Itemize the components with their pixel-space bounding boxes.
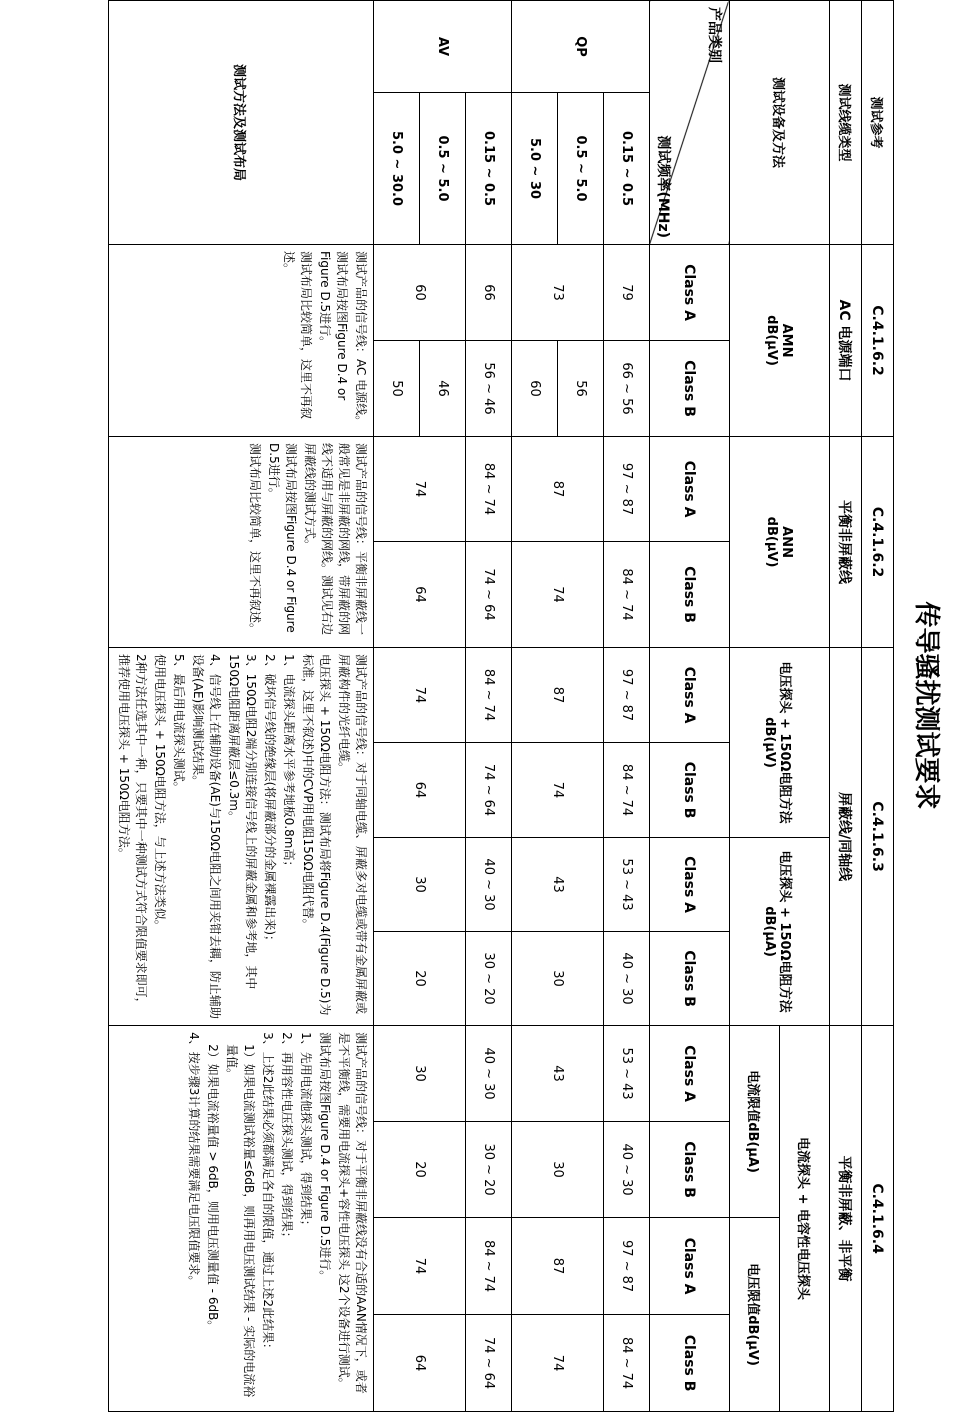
layout-shield (109, 648, 374, 1026)
product-category-label: 产品类别 (706, 7, 722, 63)
cable-bal: 平衡非屏蔽线 (830, 437, 862, 648)
equip-unbal-current-limit: 电流限值dB(μA) (730, 1026, 780, 1218)
limit-cell: 74 (374, 648, 466, 743)
limit-cell: 56 (558, 341, 604, 437)
layout-shield-text: 测试产品的信号线：对于同轴电缆、屏蔽多对电缆或带有金属屏蔽或屏蔽构件的光纤电缆。 (337, 654, 368, 1015)
limit-cell: 74 (512, 1315, 604, 1412)
limit-cell: 40 ~ 30 (466, 838, 512, 932)
limit-cell: 74 ~ 64 (466, 542, 512, 648)
class-header: Class A (650, 437, 730, 542)
layout-bal-text: 测试产品的信号线：平衡非屏蔽线一般常见是非屏蔽的网线，带屏蔽的网线不适用与屏蔽的网线。测试见右边屏蔽线的测试方式。 (303, 443, 368, 636)
layout-shield-text: 2种方法任选其中一种，只要其中一种测试方式符合限值要求即可，推荐使用电压探头 + 150Ω电阻方法。 (117, 654, 148, 1010)
layout-bal-text: 测试布局比较简单，这里不再叙述。 (248, 443, 262, 636)
layout-unbal-text: 1、先用电流他探头测试，得到结果； (299, 1032, 313, 1232)
limit-cell: 20 (374, 932, 466, 1026)
row-label-equip: 测试设备及方法 (730, 1, 830, 245)
ref-shield: C.4.1.6.3 (862, 648, 894, 1026)
layout-ac-text: 测试布局比较简单，这里不再叙述。 (282, 251, 313, 420)
limit-cell: 97 ~ 87 (604, 437, 650, 542)
limit-cell: 84 ~ 74 (466, 437, 512, 542)
limit-cell: 53 ~ 43 (604, 1026, 650, 1122)
freq-range: 5.0 ~ 30.0 (374, 93, 420, 245)
equip-bal-ann: ANN dB(μV) (730, 437, 830, 648)
layout-shield-text: 5、最后用电流探头测试。 (172, 654, 186, 794)
layout-unbal-text: 2、再用容性电压探头测试，得到结果； (280, 1032, 294, 1244)
limit-cell: 66 ~ 56 (604, 341, 650, 437)
layout-unbal-text: 测试布局按图Figure D.4 or Figure D.5进行。 (318, 1032, 332, 1283)
limit-cell: 84 ~ 74 (604, 743, 650, 838)
ref-bal: C.4.1.6.2 (862, 437, 894, 648)
layout-ac-text: 测试产品的信号线：AC 电源线。 (354, 251, 368, 428)
freq-range: 0.15 ~ 0.5 (466, 93, 512, 245)
limit-cell: 60 (374, 245, 466, 341)
limit-cell: 74 ~ 64 (466, 743, 512, 838)
limit-cell: 30 ~ 20 (466, 932, 512, 1026)
limit-cell: 64 (374, 542, 466, 648)
limit-cell: 84 ~ 74 (604, 542, 650, 648)
layout-unbal-text: 3、上述2此结果必须都满足各自的限值，通过上述2此结果： (261, 1032, 275, 1355)
layout-unbal-text: 4、按步骤3计算的结果需要满足电压限值要求。 (187, 1032, 201, 1288)
layout-unbal-text: 2）如果电流裕量值 > 6dB，则用电压测量值 - 6dB。 (206, 1044, 220, 1333)
cable-shield: 屏蔽线/同轴线 (830, 648, 862, 1026)
limit-cell: 87 (512, 1218, 604, 1315)
layout-ac (109, 245, 374, 437)
freq-range: 5.0 ~ 30 (512, 93, 558, 245)
class-header: Class A (650, 1026, 730, 1122)
limit-cell: 74 (512, 743, 604, 838)
class-header: Class B (650, 542, 730, 648)
equip-shield-current: 电压探头 + 150Ω电阻方法 dB(μA) (730, 838, 830, 1026)
class-header: Class B (650, 1315, 730, 1412)
limit-cell: 40 ~ 30 (466, 1026, 512, 1122)
limit-cell: 74 (512, 542, 604, 648)
limit-cell: 84 ~ 74 (604, 1315, 650, 1412)
ref-unbal: C.4.1.6.4 (862, 1026, 894, 1412)
requirements-table (108, 0, 894, 1412)
limit-cell: 30 (374, 1026, 466, 1122)
limit-cell: 79 (604, 245, 650, 341)
equip-shield-voltage: 电压探头 + 150Ω电阻方法 dB(μV) (730, 648, 830, 838)
limit-cell: 20 (374, 1122, 466, 1218)
layout-shield-text: 使用电压探头 + 150Ω电阻方法，与上述方法类似。 (153, 654, 167, 932)
row-label-cable: 测试线缆类型 (830, 1, 862, 245)
class-header: Class A (650, 245, 730, 341)
row-label-layout: 测试方法及测试布局 (109, 1, 374, 245)
limit-cell: 30 (512, 1122, 604, 1218)
limit-cell: 87 (512, 648, 604, 743)
layout-shield-text: 2、破坏信号线的绝缘层(将屏蔽部分的金属裸露出来)； (263, 654, 277, 948)
limit-cell: 30 (374, 838, 466, 932)
limit-cell: 64 (374, 743, 466, 838)
class-header: Class A (650, 1218, 730, 1315)
limit-cell: 30 ~ 20 (466, 1122, 512, 1218)
freq-range: 0.5 ~ 5.0 (420, 93, 466, 245)
class-header: Class B (650, 341, 730, 437)
limit-cell: 30 (512, 932, 604, 1026)
equip-unbal: 电流探头 + 电容性电压探头 (780, 1026, 830, 1412)
cable-ac: AC 电源端口 (830, 245, 862, 437)
limit-cell: 84 ~ 74 (466, 648, 512, 743)
limit-cell: 66 (466, 245, 512, 341)
limit-cell: 64 (374, 1315, 466, 1412)
row-label-ref: 测试参考 (862, 1, 894, 245)
limit-cell: 60 (512, 341, 558, 437)
layout-bal-text: 测试布局按图Figure D.4 or Figure D.5进行。 (267, 443, 298, 633)
class-header: Class A (650, 838, 730, 932)
equip-unbal-voltage-limit: 电压限值dB(μV) (730, 1218, 780, 1412)
limit-cell: 73 (512, 245, 604, 341)
limit-cell: 87 (512, 437, 604, 542)
limit-cell: 40 ~ 30 (604, 932, 650, 1026)
product-freq-header (650, 1, 730, 245)
layout-shield-text: 3、150Ω电阻2端分别连接信号线上的屏蔽金属和参考地，其中150Ω电阻距离屏蔽层≤0.3m。 (227, 654, 258, 990)
freq-range: 0.15 ~ 0.5 (604, 93, 650, 245)
class-header: Class B (650, 1122, 730, 1218)
limit-cell: 97 ~ 87 (604, 1218, 650, 1315)
layout-shield-text: 电压探头 + 150Ω电阻方法：测试布局将Figure D.4(Figure D.5)为标准，这里不叙述)中的CVP用电阻150Ω电阻代替。 (301, 654, 332, 1016)
limit-cell: 74 (374, 1218, 466, 1315)
limit-cell: 74 (374, 437, 466, 542)
freq-label: 测试频率(MHz) (655, 135, 671, 239)
layout-unbal-text: 1）如果电流测试裕量≤6dB，则再用电压测试结果 - 实际的电流裕量值。 (225, 1044, 256, 1398)
class-header: Class A (650, 648, 730, 743)
limit-cell: 56 ~ 46 (466, 341, 512, 437)
limit-cell: 46 (420, 341, 466, 437)
class-header: Class B (650, 932, 730, 1026)
layout-unbal-text: 测试产品的信号线：对于平衡非屏蔽线没有合适的AAN情况下，或者是不平衡线，需要用电流探头+容性电压探头 这2个设备进行测试。 (337, 1032, 368, 1394)
limit-cell: 53 ~ 43 (604, 838, 650, 932)
limit-cell: 74 ~ 64 (466, 1315, 512, 1412)
layout-shield-text: 4、信号线上在辅助设备(AE)与150Ω电阻之间用夹钳去耦，防止辅助设备(AE)影响测试结果。 (191, 654, 222, 1019)
limit-cell: 43 (512, 1026, 604, 1122)
freq-range: 0.5 ~ 5.0 (558, 93, 604, 245)
equip-ac-amn: AMN dB(μV) (730, 245, 830, 437)
layout-ac-text: 测试布局按图Figure D.4 or Figure D.5进行。 (318, 251, 349, 401)
detector-qp: QP (512, 1, 650, 93)
limit-cell: 97 ~ 87 (604, 648, 650, 743)
limit-cell: 43 (512, 838, 604, 932)
ref-ac: C.4.1.6.2 (862, 245, 894, 437)
cable-unbal: 平衡非屏蔽、非平衡 (830, 1026, 862, 1412)
document-title: 传导骚扰测试要求 (911, 601, 941, 810)
detector-av: AV (374, 1, 512, 93)
limit-cell: 50 (374, 341, 420, 437)
class-header: Class B (650, 743, 730, 838)
layout-unbal (109, 1026, 374, 1412)
layout-shield-text: 1、电流探头距离水平参考地板0.8m高； (282, 654, 296, 873)
layout-bal (109, 437, 374, 648)
limit-cell: 84 ~ 74 (466, 1218, 512, 1315)
limit-cell: 40 ~ 30 (604, 1122, 650, 1218)
